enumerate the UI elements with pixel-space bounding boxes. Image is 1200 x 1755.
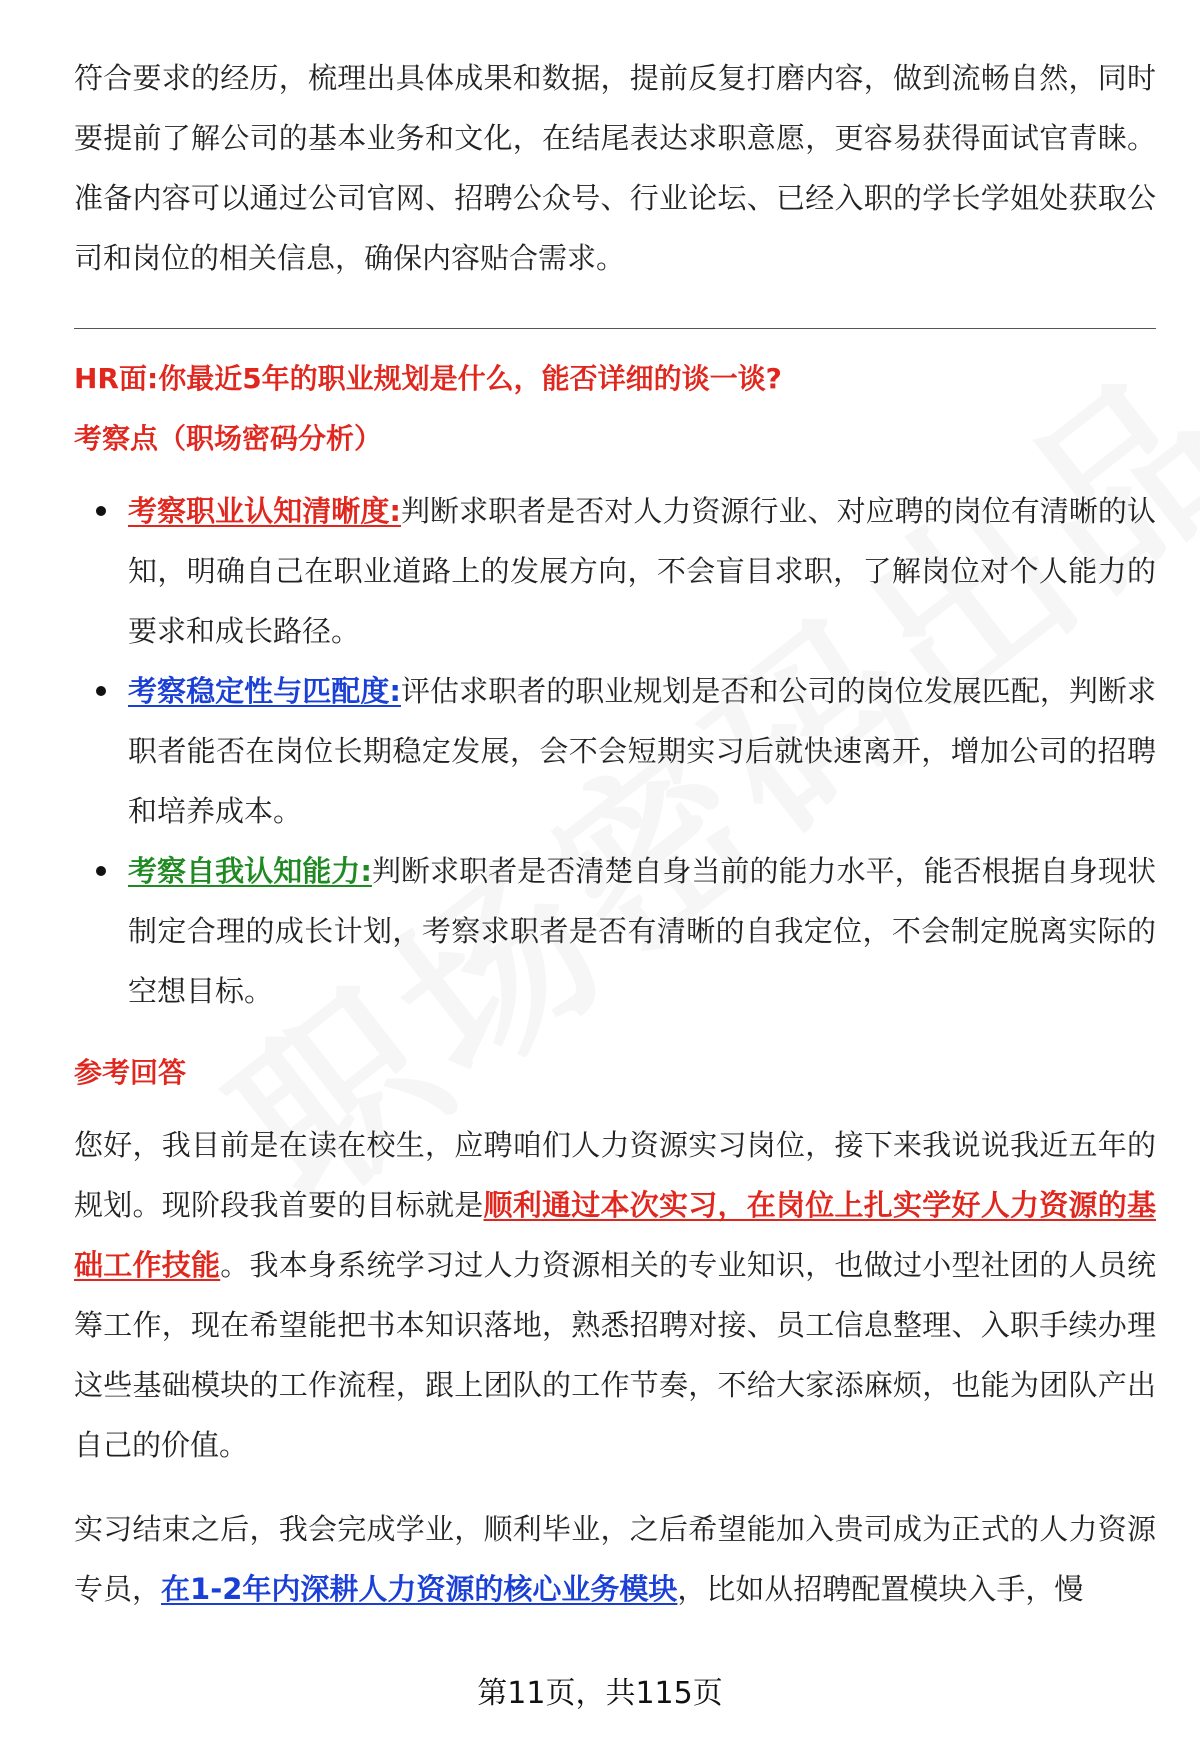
point-text-career-cognition: 判断求职者是否对人力资源行业、对应聘的岗位有清晰的认知，明确自己在职业道路上的发展方向，不会盲目求职，了解岗位对个人能力的要求和成长路径。 xyxy=(128,494,1156,648)
bullet-icon xyxy=(96,506,106,516)
bullet-icon xyxy=(96,686,106,696)
assessment-heading: 考察点（职场密码分析） xyxy=(74,422,383,455)
point-label-stability-match: 考察稳定性与匹配度: xyxy=(128,674,401,708)
intro-paragraph: 符合要求的经历，梳理出具体成果和数据，提前反复打磨内容，做到流畅自然，同时要提前了解公司的基本业务和文化，在结尾表达求职意愿，更容易获得面试官青睐。准备内容可以通过公司官网、招聘公众号、行业论坛、已经入职的学长学姐处获取公司和岗位的相关信息，确保内容贴合需求。 xyxy=(74,61,1156,275)
point-text-self-awareness: 判断求职者是否清楚自身当前的能力水平，能否根据自身现状制定合理的成长计划，考察求职者是否有清晰的自我定位，不会制定脱离实际的空想目标。 xyxy=(128,854,1156,1008)
answer-p2-highlight: 在1-2年内深耕人力资源的核心业务模块 xyxy=(161,1572,678,1606)
answer-p2-after: ，比如从招聘配置模块入手，慢 xyxy=(677,1572,1084,1606)
point-text-stability-match: 评估求职者的职业规划是否和公司的岗位发展匹配，判断求职者能否在岗位长期稳定发展，会不会短期实习后就快速离开，增加公司的招聘和培养成本。 xyxy=(128,674,1156,828)
interview-question: HR面:你最近5年的职业规划是什么，能否详细的谈一谈? xyxy=(74,362,782,395)
assessment-point-1 xyxy=(74,481,1156,661)
point-label-career-cognition: 考察职业认知清晰度: xyxy=(128,494,401,528)
answer-p2-before: 实习结束之后，我会完成学业，顺利毕业，之后希望能加入贵司成为正式的人力资源专员， xyxy=(74,1512,1156,1606)
assessment-points-list xyxy=(74,481,1156,1021)
document-page xyxy=(74,48,1156,1619)
answer-paragraph-2 xyxy=(74,1499,1156,1619)
answer-heading: 参考回答 xyxy=(74,1056,187,1089)
page-number-footer: 第11页，共115页 xyxy=(477,1676,723,1711)
answer-p1-highlight: 顺利通过本次实习，在岗位上扎实学好人力资源的基础工作技能 xyxy=(74,1188,1156,1282)
point-label-self-awareness: 考察自我认知能力: xyxy=(128,854,372,888)
answer-p1-after: 。我本身系统学习过人力资源相关的专业知识，也做过小型社团的人员统筹工作，现在希望能把书本知识落地，熟悉招聘对接、员工信息整理、入职手续办理这些基础模块的工作流程，跟上团队的工作节奏，不给大家添麻烦，也能为团队产出自己的价值。 xyxy=(74,1248,1156,1462)
answer-p1-before: 您好，我目前是在读在校生，应聘咱们人力资源实习岗位，接下来我说说我近五年的规划。现阶段我首要的目标就是 xyxy=(74,1128,1156,1222)
answer-paragraph-1 xyxy=(74,1115,1156,1475)
assessment-point-3 xyxy=(74,841,1156,1021)
assessment-point-2 xyxy=(74,661,1156,841)
section-divider xyxy=(74,328,1156,329)
bullet-icon xyxy=(96,866,106,876)
